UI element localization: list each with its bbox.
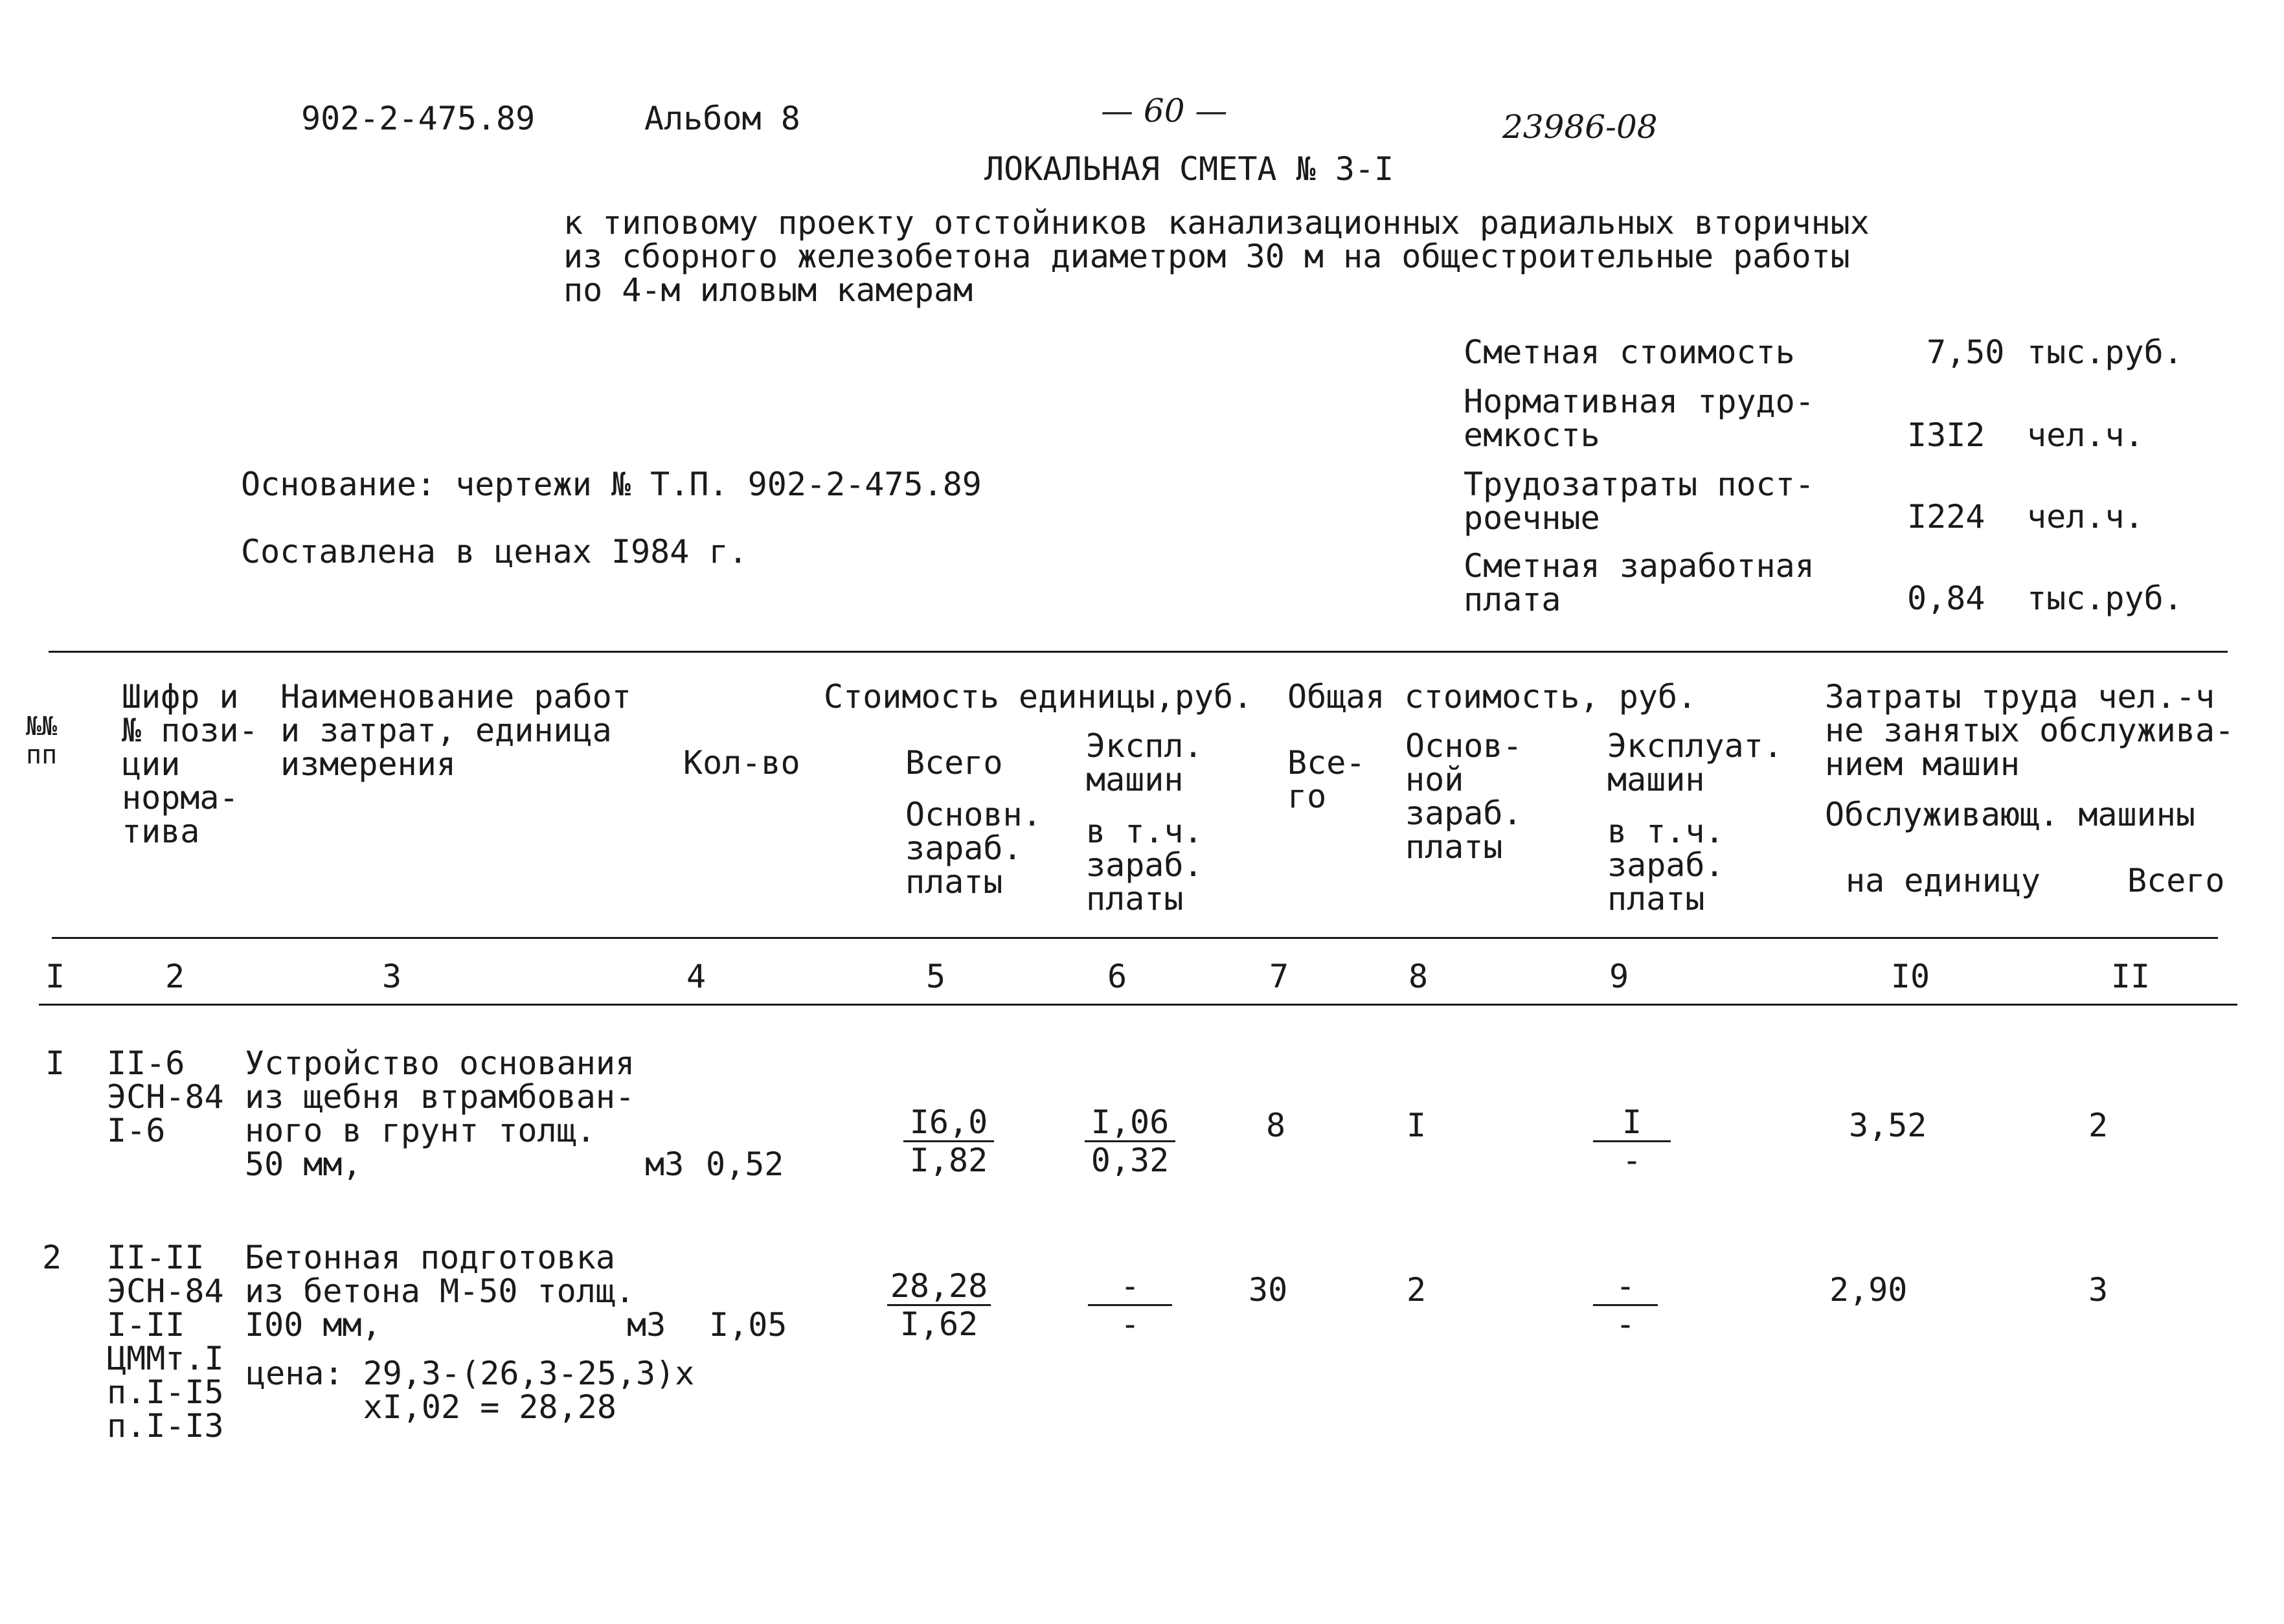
header-total-machine-wage: в т.ч. зараб. платы: [1607, 813, 1724, 918]
header-unit-machines: Экспл. машин: [1086, 727, 1203, 798]
column-number: 8: [1408, 958, 1429, 995]
row-total-machine-cost: -: [1593, 1268, 1658, 1306]
header-unit-wage: Основн. зараб. платы: [905, 796, 1042, 901]
summary-unit: тыс.руб.: [2027, 333, 2183, 371]
page-number: — 60 —: [1101, 92, 1228, 130]
column-number: 5: [925, 958, 946, 995]
column-number: 3: [381, 958, 402, 995]
summary-unit: чел.ч.: [2027, 498, 2144, 536]
header-work-name: Наименование работ и затрат, единица измерения: [280, 678, 631, 783]
column-number: I: [45, 958, 65, 995]
row-unit-machine-wage: 0,32: [1091, 1142, 1170, 1179]
row-unit-total-wage: [903, 1104, 994, 1179]
inventory-number: 23986-08: [1502, 108, 1658, 146]
basis-text: Основание: чертежи № Т.П. 902-2-475.89: [241, 466, 982, 503]
document-title: ЛОКАЛЬНАЯ СМЕТА № 3-I: [984, 150, 1394, 188]
column-number: 7: [1269, 958, 1289, 995]
header-labor: Затраты труда чел.-ч не занятых обслужива- нием машин: [1825, 678, 2235, 783]
summary-label: Сметная заработная плата: [1464, 547, 1815, 618]
row-labor-total: 2: [2088, 1107, 2109, 1144]
summary-unit: чел.ч.: [2027, 416, 2144, 454]
row-number: I: [45, 1044, 65, 1082]
column-number: 9: [1609, 958, 1629, 995]
document-code: 902-2-475.89: [301, 100, 536, 137]
row-quantity: I,05: [709, 1306, 787, 1344]
row-total-machines: [1593, 1104, 1671, 1179]
column-number: I0: [1890, 958, 1930, 995]
column-number: 6: [1107, 958, 1127, 995]
header-row-number: №№ пп: [26, 712, 58, 770]
header-total-wage: Основ- ной зараб. платы: [1405, 727, 1522, 866]
row-norm-code: II-II ЭСН-84 I-II ЦММт.I п.I-I5 п.I-I3: [107, 1239, 224, 1445]
row-unit-machine-wage: -: [1120, 1305, 1140, 1343]
summary-value: 0,84: [1907, 580, 1985, 617]
row-total-machine-wage: -: [1622, 1142, 1642, 1179]
row-unit: м3: [627, 1306, 666, 1344]
row-total-machines: [1593, 1268, 1658, 1342]
column-number: 2: [164, 958, 185, 995]
header-norm-code: Шифр и № пози- ции норма- тива: [122, 678, 258, 850]
header-bottom-rule: [52, 937, 2218, 939]
price-base-text: Составлена в ценах I984 г.: [241, 533, 748, 570]
header-unit-total: Всего: [905, 744, 1003, 782]
row-unit-machines: [1085, 1104, 1175, 1179]
summary-label: Сметная стоимость: [1464, 333, 1795, 371]
table-top-rule: [49, 651, 2228, 653]
row-price-note: цена: 29,3-(26,3-25,3)х хI,02 = 28,28: [246, 1355, 695, 1426]
summary-label: Трудозатраты пост- роечные: [1464, 466, 1815, 537]
row-work-name: Устройство основания из щебня втрамбован- ного в грунт толщ. 50 мм,: [245, 1044, 635, 1183]
summary-value: 7,50: [1927, 333, 2005, 371]
row-quantity: 0,52: [706, 1145, 784, 1183]
row-total-machine-wage: -: [1615, 1305, 1636, 1343]
summary-label: Нормативная трудо- емкость: [1464, 383, 1815, 454]
header-unit-machine-wage: в т.ч. зараб. платы: [1086, 813, 1203, 918]
column-number: II: [2110, 958, 2151, 995]
header-labor-total: Всего: [2127, 862, 2225, 899]
row-norm-code: II-6 ЭСН-84 I-6: [107, 1044, 224, 1149]
row-unit-total-wage: [887, 1268, 991, 1342]
header-total: Все- го: [1287, 744, 1366, 815]
album-label: Альбом 8: [644, 100, 800, 137]
summary-value: I224: [1907, 498, 1985, 536]
row-total: 30: [1249, 1271, 1288, 1309]
row-labor-total: 3: [2088, 1271, 2109, 1309]
row-number: 2: [42, 1239, 62, 1276]
row-unit-machine-cost: I,06: [1085, 1104, 1175, 1142]
row-total-wage: 2: [1407, 1271, 1427, 1309]
row-work-name: Бетонная подготовка из бетона М-50 толщ. I00 мм,: [245, 1239, 635, 1344]
column-number: 4: [686, 958, 707, 995]
header-unit-cost: Стоимость единицы,руб.: [824, 678, 1253, 716]
header-total-cost: Общая стоимость, руб.: [1287, 678, 1697, 716]
summary-unit: тыс.руб.: [2027, 580, 2183, 617]
row-unit-wage: I,62: [899, 1305, 978, 1343]
row-unit-total: 28,28: [887, 1268, 991, 1306]
row-unit: м3: [645, 1145, 684, 1183]
row-total-machine-cost: I: [1593, 1104, 1671, 1142]
row-total: 8: [1266, 1107, 1286, 1144]
row-unit-machines: [1088, 1268, 1172, 1342]
row-unit-wage: I,82: [909, 1142, 988, 1179]
row-labor-per-unit: 2,90: [1829, 1271, 1908, 1309]
column-numbers-rule: [39, 1004, 2237, 1006]
document-subject: к типовому проекту отстойников канализационных радиальных вторичных из сборного железобетона диаметром 30 м на общестроительные работы по 4-м иловым камерам: [563, 204, 1870, 309]
header-total-machines: Эксплуат. машин: [1607, 727, 1783, 798]
row-total-wage: I: [1407, 1107, 1427, 1144]
row-unit-machine-cost: -: [1088, 1268, 1172, 1306]
header-labor-service: Обслуживающ. машины: [1825, 796, 2195, 833]
header-labor-per-unit: на единицу: [1846, 862, 2041, 899]
row-labor-per-unit: 3,52: [1849, 1107, 1927, 1144]
row-unit-total: I6,0: [903, 1104, 994, 1142]
summary-value: I3I2: [1907, 416, 1985, 454]
header-quantity: Кол-во: [683, 744, 800, 782]
